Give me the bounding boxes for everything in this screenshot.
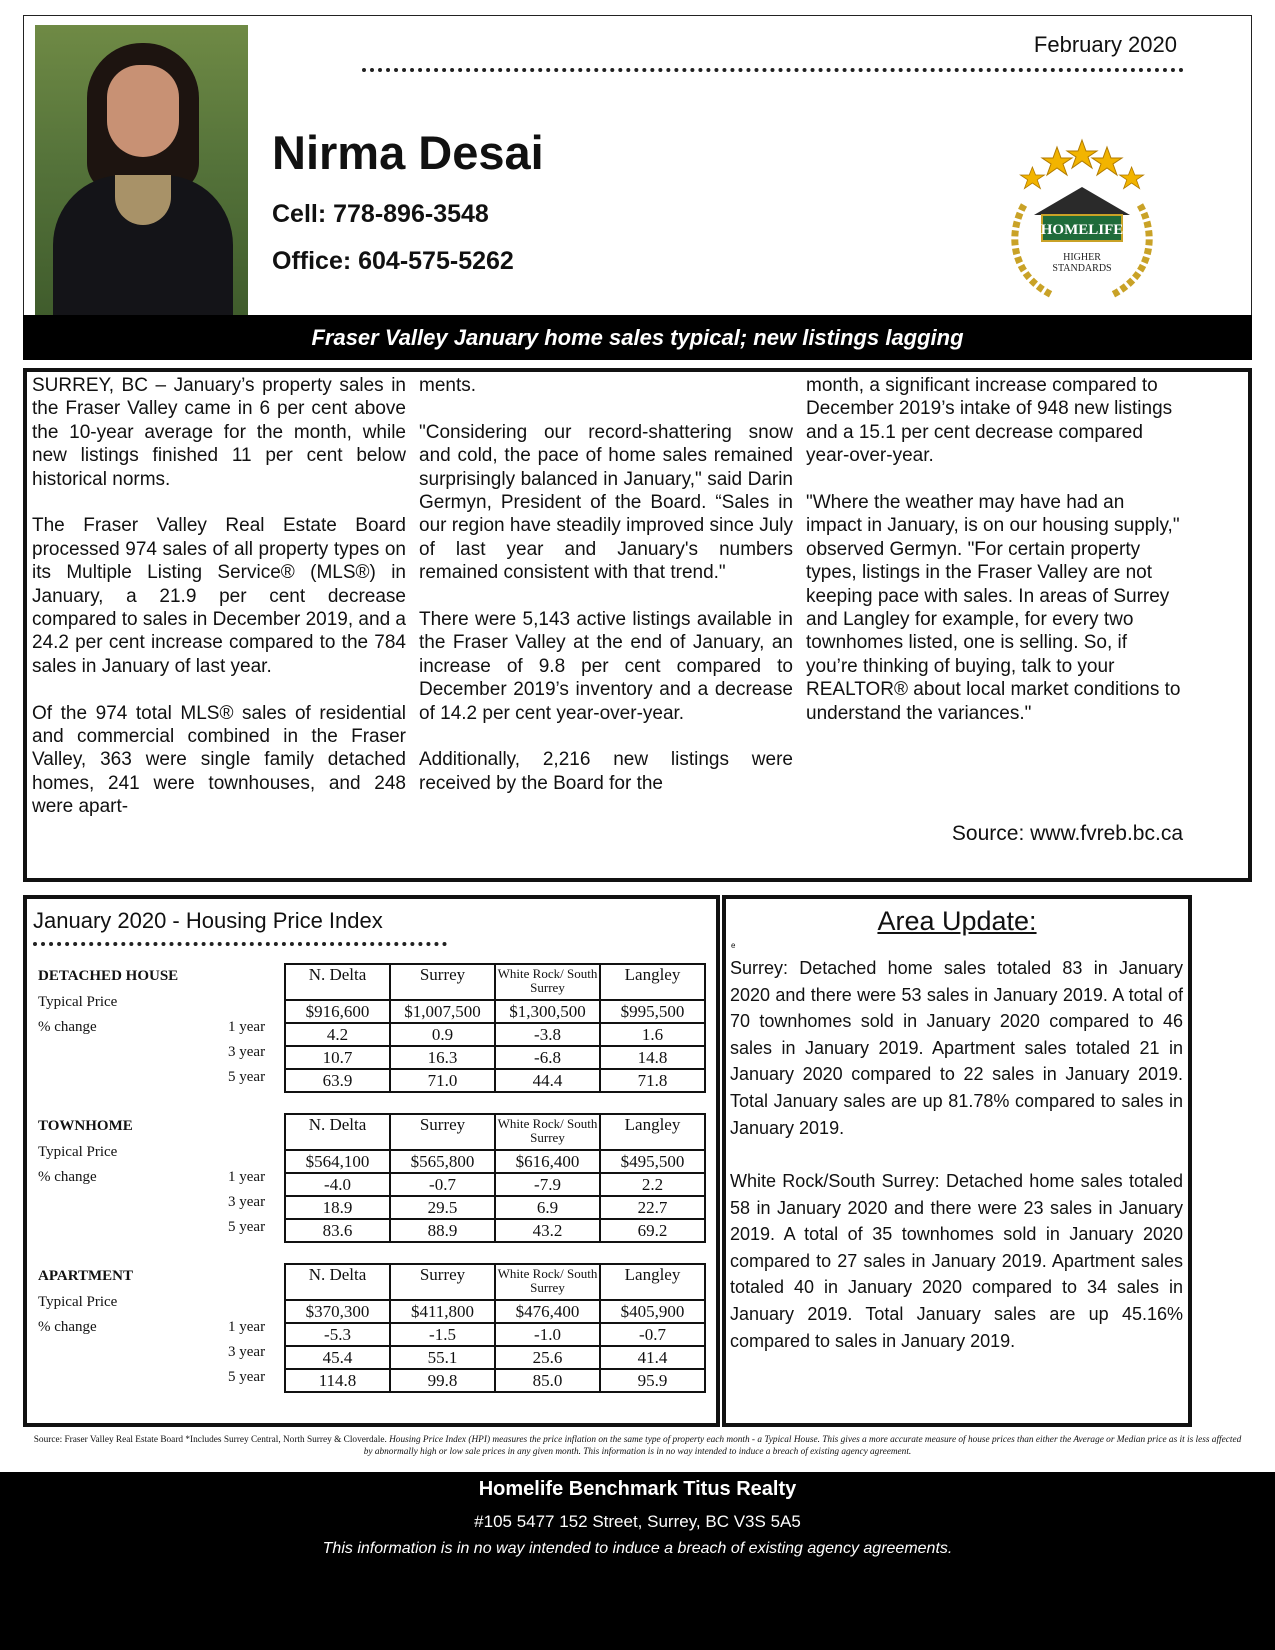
footer-disclaimer: This information is in no way intended to induce a breach of existing agency agreements. (322, 1540, 953, 1557)
typical-price-cell: $405,900 (600, 1300, 705, 1323)
percent-change-cell: -1.0 (495, 1323, 600, 1346)
article-paragraph: Of the 974 total MLS® sales of residential and commercial combined in the Fraser Valley, 363 were single family detached homes, 241 were townhouses, and 248 were apart- (32, 702, 406, 818)
percent-change-cell: 6.9 (495, 1196, 600, 1219)
article-column-2 (419, 374, 793, 819)
percent-change-cell: -0.7 (390, 1173, 495, 1196)
footnote (30, 1434, 1245, 1458)
article-paragraph: "Considering our record-shattering snow and cold, the pace of home sales remained surprisingly balanced in January," said Darin Germyn, President of the Board. “Sales in our region have steadily improved since July of last year and January's numbers remained consistent with that trend." (419, 421, 793, 584)
period-label: 1 year (228, 1169, 266, 1185)
agent-office-phone: Office: 604-575-5262 (272, 247, 514, 275)
percent-change-cell: -3.8 (495, 1023, 600, 1046)
percent-change-cell: 25.6 (495, 1346, 600, 1369)
hpi-column-header: Langley (600, 964, 705, 1000)
area-update-surrey (730, 955, 1183, 1141)
typical-price-cell: $995,500 (600, 1000, 705, 1023)
agent-cell-phone: Cell: 778-896-3548 (272, 200, 489, 228)
period-label: 1 year (228, 1319, 266, 1335)
percent-change-cell: 22.7 (600, 1196, 705, 1219)
period-label: 1 year (228, 1019, 266, 1035)
footer-company: Homelife Benchmark Titus Realty (478, 1478, 797, 1500)
typical-price-label: Typical Price (38, 994, 118, 1010)
percent-change-cell: 18.9 (285, 1196, 390, 1219)
headline-banner: Fraser Valley January home sales typical; new listings lagging (23, 315, 1252, 360)
logo-tagline-2: STANDARDS (1052, 263, 1112, 274)
percent-change-cell: 99.8 (390, 1369, 495, 1392)
hpi-column-header: Langley (600, 1264, 705, 1300)
period-label: 5 year (228, 1219, 266, 1235)
article-paragraph: ments. (419, 375, 477, 396)
hpi-column-header: White Rock/ South Surrey (495, 1114, 600, 1150)
article-source: Source: www.fvreb.bc.ca (951, 822, 1183, 845)
area-label-surrey: Surrey: (730, 958, 789, 978)
percent-change-cell: 45.4 (285, 1346, 390, 1369)
homelife-logo (1002, 135, 1162, 310)
dotted-divider (362, 68, 1184, 72)
article-paragraph: SURREY, BC – January’s property sales in the Fraser Valley came in 6 per cent above the 10-year average for the month, while new listings finished 11 per cent below historical norms. (32, 375, 406, 490)
article-column-3 (806, 374, 1183, 748)
typical-price-label: Typical Price (38, 1144, 118, 1160)
hpi-column-header: N. Delta (285, 964, 390, 1000)
percent-change-cell: -7.9 (495, 1173, 600, 1196)
percent-change-cell: 55.1 (390, 1346, 495, 1369)
percent-change-cell: 0.9 (390, 1023, 495, 1046)
typical-price-cell: $616,400 (495, 1150, 600, 1173)
article-paragraph: "Where the weather may have had an impact in January, is on our housing supply," observed Germyn. "For certain property types, listings in the Fraser Valley are not keeping pace with sales. In areas of Surrey and Langley for example, for every two townhomes listed, one is selling. So, if you’re thinking of buying, talk to your REALTOR® about local market conditions to understand the variances." (806, 492, 1181, 724)
percent-change-cell: 114.8 (285, 1369, 390, 1392)
percent-change-cell: -6.8 (495, 1046, 600, 1069)
hpi-title: January 2020 - Housing Price Index (33, 908, 383, 933)
typical-price-cell: $1,007,500 (390, 1000, 495, 1023)
percent-change-cell: 71.8 (600, 1069, 705, 1092)
hpi-column-header: N. Delta (285, 1264, 390, 1300)
percent-change-cell: 43.2 (495, 1219, 600, 1242)
agent-name: Nirma Desai (272, 126, 544, 179)
footer-address: #105 5477 152 Street, Surrey, BC V3S 5A5 (474, 1512, 801, 1531)
typical-price-label: Typical Price (38, 1294, 118, 1310)
stray-mark: e (731, 941, 736, 950)
typical-price-cell: $565,800 (390, 1150, 495, 1173)
percent-change-cell: 63.9 (285, 1069, 390, 1092)
hpi-section-label: APARTMENT (38, 1268, 134, 1284)
percent-change-cell: 10.7 (285, 1046, 390, 1069)
percent-change-cell: 41.4 (600, 1346, 705, 1369)
article-paragraph: month, a significant increase compared to December 2019’s intake of 948 new listings and a 15.1 per cent decrease compared year-over-year. (806, 375, 1173, 467)
footnote-source: Source: Fraser Valley Real Estate Board *Includes Surrey Central, North Surrey & Cloverdale. (33, 1435, 390, 1445)
period-label: 3 year (228, 1344, 266, 1360)
percent-change-cell: 29.5 (390, 1196, 495, 1219)
typical-price-cell: $916,600 (285, 1000, 390, 1023)
newsletter-date: February 2020 (1033, 32, 1177, 57)
area-text-whiterock: Detached home sales totaled 58 in January 2020 and there were 23 sales in January 2019. A total of 35 townhomes sold in January 2020 compared to 27 sales in January 2019. Apartment sales totaled 40 in January 2020 compared to 34 sales in January 2019. Total January sales are up 45.16% compared to sales in January 2019. (730, 1171, 1183, 1351)
article-column-1 (32, 374, 406, 842)
percent-change-cell: 44.4 (495, 1069, 600, 1092)
percent-change-label: % change (38, 1019, 97, 1035)
footnote-hpi-note: Housing Price Index (HPI) measures the price inflation on the same type of property each month - a Typical House. This gives a more accurate measure of house prices than either the Average or Median price as it is less affected by abnormally high or low sale prices in any given month. This information is in no way intended to induce a breach of existing agency agreement. (363, 1435, 1242, 1457)
area-text-surrey: Detached home sales totaled 83 in January 2020 and there were 53 sales in January 2019. A total of 70 townhomes sold in January 2020 compared to 46 sales in January 2019. Apartment sales totaled 21 in January 2020 compared to 22 sales in January 2019. Total January sales are up 81.78% compared to sales in January 2019. (730, 958, 1183, 1138)
hpi-column-header: Surrey (390, 1264, 495, 1300)
typical-price-cell: $370,300 (285, 1300, 390, 1323)
hpi-section-label: TOWNHOME (38, 1118, 133, 1134)
percent-change-cell: 88.9 (390, 1219, 495, 1242)
percent-change-cell: 16.3 (390, 1046, 495, 1069)
percent-change-cell: 69.2 (600, 1219, 705, 1242)
percent-change-cell: -5.3 (285, 1323, 390, 1346)
percent-change-label: % change (38, 1169, 97, 1185)
percent-change-label: % change (38, 1319, 97, 1335)
article-paragraph: Additionally, 2,216 new listings were received by the Board for the (419, 749, 793, 794)
typical-price-cell: $564,100 (285, 1150, 390, 1173)
percent-change-cell: 85.0 (495, 1369, 600, 1392)
period-label: 3 year (228, 1044, 266, 1060)
hpi-column-header: Langley (600, 1114, 705, 1150)
article-paragraph: There were 5,143 active listings available in the Fraser Valley at the end of January, an increase of 9.8 per cent compared to December 2019’s inventory and a decrease of 14.2 per cent year-over-year. (419, 609, 793, 724)
period-label: 5 year (228, 1369, 266, 1385)
percent-change-cell: 2.2 (600, 1173, 705, 1196)
hpi-column-header: Surrey (390, 964, 495, 1000)
percent-change-cell: -1.5 (390, 1323, 495, 1346)
footer (0, 1472, 1275, 1650)
logo-wordmark: HOMELIFE (1040, 222, 1124, 238)
period-label: 5 year (228, 1069, 266, 1085)
percent-change-cell: 4.2 (285, 1023, 390, 1046)
percent-change-cell: -0.7 (600, 1323, 705, 1346)
area-update-whiterock (730, 1168, 1183, 1354)
percent-change-cell: -4.0 (285, 1173, 390, 1196)
area-update-title: Area Update: (877, 906, 1037, 936)
percent-change-cell: 71.0 (390, 1069, 495, 1092)
dotted-divider (33, 942, 447, 946)
hpi-table (284, 1113, 706, 1243)
hpi-column-header: Surrey (390, 1114, 495, 1150)
agent-photo (35, 25, 248, 330)
typical-price-cell: $1,300,500 (495, 1000, 600, 1023)
percent-change-cell: 1.6 (600, 1023, 705, 1046)
percent-change-cell: 14.8 (600, 1046, 705, 1069)
typical-price-cell: $495,500 (600, 1150, 705, 1173)
hpi-column-header: White Rock/ South Surrey (495, 1264, 600, 1300)
period-label: 3 year (228, 1194, 266, 1210)
article-paragraph: The Fraser Valley Real Estate Board processed 974 sales of all property types on its Multiple Listing Service® (MLS®) in January, a 21.9 per cent decrease compared to sales in December 2019, and a 24.2 per cent increase compared to the 784 sales in January of last year. (32, 515, 406, 677)
logo-tagline-1: HIGHER (1063, 252, 1101, 263)
hpi-column-header: White Rock/ South Surrey (495, 964, 600, 1000)
typical-price-cell: $476,400 (495, 1300, 600, 1323)
percent-change-cell: 83.6 (285, 1219, 390, 1242)
hpi-section-label: DETACHED HOUSE (38, 968, 179, 984)
typical-price-cell: $411,800 (390, 1300, 495, 1323)
hpi-table (284, 963, 706, 1093)
percent-change-cell: 95.9 (600, 1369, 705, 1392)
hpi-column-header: N. Delta (285, 1114, 390, 1150)
hpi-table (284, 1263, 706, 1393)
area-label-whiterock: White Rock/South Surrey: (730, 1171, 940, 1191)
